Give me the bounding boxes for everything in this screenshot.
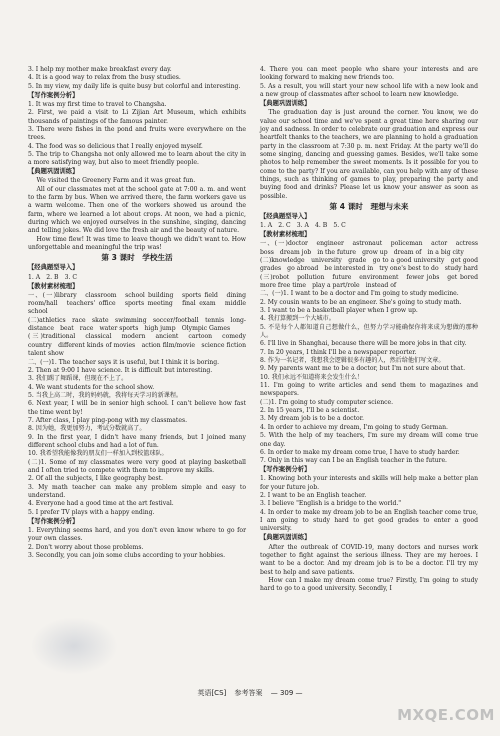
answer-line: All of our classmates met at the school gate at 7:00 a. m. and went to the farm by bus. When we arrived there, the farm workers gave us a warm welcome. Then one of the workers showed us around the farm, where we learned a lot about crops. At noon, we had a picnic, during which we enjoyed ourselves in the sunshine, singing, dancing and telling jokes. We did love the fresh air and the beauty of nature. [28, 185, 246, 235]
answer-line: 二、(一)1. I want to be a doctor and I'm going to study medicine. [260, 290, 459, 298]
answer-line: 4. The food was so delicious that I really enjoyed myself. [28, 142, 203, 150]
answer-line: 5. 当我上高二时，我的妈妈就，我将每天学习的新课程。 [28, 391, 183, 399]
answer-line: (三)traditional classical modern ancient cartoon comedy country different kinds of movies action film/movie science fiction talent show [28, 333, 253, 358]
answer-line: 5. 不是每个人都知道自己想做什么，但努力学习能确保你将来成为想做的那种人。 [260, 323, 478, 340]
answer-line: 3. 我们踢了舞蹈课，但现在不上了。 [28, 375, 128, 383]
answer-line: 5. With the help of my teachers, I'm sure my dream will come true one day. [260, 432, 478, 448]
answer-line: How time flew! It was time to leave though we didn't want to. How unforgettable and meaningful the trip was! [28, 235, 246, 252]
section-heading: 【教材素材梳理】 [260, 231, 311, 239]
answer-line: 6. Next year, I will be in senior high school. I can't believe how fast the time went by! [28, 400, 246, 416]
answer-line: (二)knowledge university grade go to a good university get good grades go abroad be interested in try one's best to do study hard [260, 256, 478, 273]
page-footer [0, 688, 500, 698]
right-column [260, 66, 485, 666]
footer-section: 参考答案 [234, 689, 263, 697]
answer-line: (三)robot pollution future environment fewer jobs get bored more free time play a part/role instead of [260, 273, 485, 289]
answer-line: 2. My cousin wants to be an engineer. She's going to study math. [260, 298, 462, 306]
answer-line: 9. My parents want me to be a doctor, but I'm not sure about that. [260, 365, 466, 373]
answer-line: 3. I help my mother make breakfast every day. [28, 66, 172, 73]
section-heading: 【典题巩固训练】 [28, 168, 79, 176]
answer-line: 2. Then at 9:00 I have science. It is difficult but interesting. [28, 366, 213, 374]
answer-line: 1. A 2. C 3. A 4. B 5. C [260, 222, 346, 230]
answer-line: 1. A 2. B 3. C [28, 273, 77, 281]
answer-line: After the outbreak of COVID-19, many doctors and nurses work together to fight against the serious illness. They are my heroes. I want to be a doctor. And my dream job is to be a doctor. I'll try my best to help and save patients. [260, 543, 478, 576]
answer-line: 10. 我们永远不知道将来会发生什么！ [260, 373, 364, 381]
answer-line: 3. My math teacher can make any problem simple and easy to understand. [28, 483, 246, 499]
answer-line: 4. In order to make my dream job to be an English teacher come true, I am going to study hard to get good grades to enter a good university. [260, 508, 478, 533]
section-heading: 【典题巩固训练】 [260, 99, 311, 107]
answer-page [28, 66, 485, 666]
section-heading: 【典题巩固训练】 [260, 534, 311, 542]
answer-line: 一、(一)library classroom school building sports field dining room/hall teachers' office sports meeting final exam middle school [28, 291, 246, 316]
lesson-title: 第 3 课时 学校生活 [101, 253, 173, 263]
answer-line: 2. Of all the subjects, I like geography best. [28, 475, 163, 483]
answer-line: 二、(一)1. The teacher says it is useful, but I think it is boring. [28, 358, 220, 366]
answer-line: 4. It is a good way to relax from the busy studies. [28, 74, 181, 82]
answer-line: 4. We want students for the school show. [28, 383, 155, 391]
left-column [28, 66, 253, 666]
lesson-title: 第 4 课时 理想与未来 [329, 201, 409, 211]
section-heading: 【经典题型导入】 [260, 212, 311, 220]
answer-line: 8. 因为她，我更加努力，考试分数就高了。 [28, 425, 146, 433]
answer-line: 3. I believe "English is a bridge to the world." [260, 500, 402, 508]
answer-line: 5. In my view, my daily life is quite busy but colorful and interesting. [28, 82, 241, 90]
answer-line: 3. Secondly, you can join some clubs according to your hobbies. [28, 551, 226, 559]
answer-line: 1. Knowing both your interests and skills will help make a better plan for your future job. [260, 475, 478, 491]
answer-line: 3. I want to be a basketball player when I grow up. [260, 307, 418, 314]
section-heading: 【教材素材梳理】 [28, 282, 79, 290]
answer-line: 一、(一)doctor engineer astronaut policeman actor actress boss dream job in the future grow up dream of in a big city [260, 240, 485, 256]
answer-line: How can I make my dream come true? Firstly, I'm going to study hard to go to a good university. Secondly, I [260, 576, 478, 593]
answer-line: 11. I'm going to write articles and send them to magazines and newspapers. [260, 382, 478, 398]
answer-line: We visited the Greenery Farm and it was great fun. [36, 177, 196, 185]
answer-line: 5. As a result, you will start your new school life with a new look and a new group of classmates after school to learn new knowledge. [260, 82, 478, 99]
answer-line: 1. It was my first time to travel to Changsha. [28, 100, 167, 108]
answer-line: (二)1. I'm going to study computer science. [260, 398, 394, 406]
answer-line: 2. I want to be an English teacher. [260, 492, 367, 499]
section-heading: 【经典题型导入】 [28, 264, 79, 272]
answer-line: 4. In order to achieve my dream, I'm going to study German. [260, 423, 448, 431]
answer-line: 4. Everyone had a good time at the art festival. [28, 500, 174, 508]
answer-line: 2. First, we paid a visit to Li Zijian Art Museum, which exhibits thousands of paintings of the famous painter. [28, 109, 246, 125]
answer-line: 2. Don't worry about those problems. [28, 543, 144, 551]
answer-line: 8. 作为一名记者，我想我会逻辑很多有趣的人，然后给他们写文章。 [260, 357, 445, 365]
answer-line: 6. I'll live in Shanghai, because there will be more jobs in that city. [260, 340, 467, 348]
section-heading: 【写作案例分析】 [28, 91, 79, 99]
answer-line: 7. Only in this way can I be an English teacher in the future. [260, 457, 447, 465]
answer-line: 5. The trip to Changsha not only allowed me to learn about the city in a more satisfying way, but also to meet friendly people. [28, 150, 246, 167]
section-heading: 【写作案例分析】 [260, 466, 311, 474]
answer-line: (二)1. Some of my classmates were very good at playing basketball and I often tried to compete with them to improve my skills. [28, 458, 246, 474]
section-heading: 【写作案例分析】 [28, 517, 79, 525]
answer-line: 6. In order to make my dream come true, I have to study harder. [260, 448, 460, 456]
answer-line: 5. I prefer TV plays with a happy ending. [28, 508, 155, 516]
footer-subject: 英语[CS] [197, 689, 227, 697]
answer-line: 3. There were fishes in the pond and fruits were everywhere on the trees. [28, 125, 246, 142]
footer-page-number: — 309 — [270, 689, 303, 697]
answer-line: 2. In 15 years, I'll be a scientist. [260, 407, 360, 415]
answer-line: 9. In the first year, I didn't have many friends, but I joined many different school clubs and had a lot of fun. [28, 433, 246, 449]
answer-line: 7. In 20 years, I think I'll be a newspaper reporter. [260, 348, 417, 356]
answer-line: 4. 我打算搬到一个大城市。 [260, 315, 335, 323]
watermark-logo: MXQE.COM [397, 706, 495, 724]
answer-line: The graduation day is just around the corner. You know, we do value our school time and we've spent a great time here sharing our joy and sadness. In order to celebrate our graduation and express our heartfelt thanks to the teachers, we are planning to hold a graduation party in the classroom at 7:30 p. m. next Friday. At the party we'll do some singing, dancing and guessing games. Besides, we'll take some photos to help remember the sweet moments. Is it possible for you to come to the party? If you are available, can you help with any of these things, such as thinking of games to play, preparing the party and buying food and drinks? Please let us know your answer as soon as possible. [260, 109, 478, 200]
answer-line: 4. There you can meet people who share your interests and are looking forward to making new friends too. [260, 66, 478, 82]
answer-line: 10. 我希望我能像我的朋友们一样加入到校篮球队。 [28, 450, 168, 458]
answer-line: 1. Everything seems hard, and you don't even know where to go for your own classes. [28, 526, 246, 543]
answer-line: 3. My dream job is to be a doctor. [260, 415, 364, 423]
answer-line: (二)athletics race skate swimming soccer/football tennis long-distance beat race water sports high jump Olympic Games [28, 316, 246, 333]
answer-line: 7. After class, I play ping-pong with my classmates. [28, 416, 188, 424]
